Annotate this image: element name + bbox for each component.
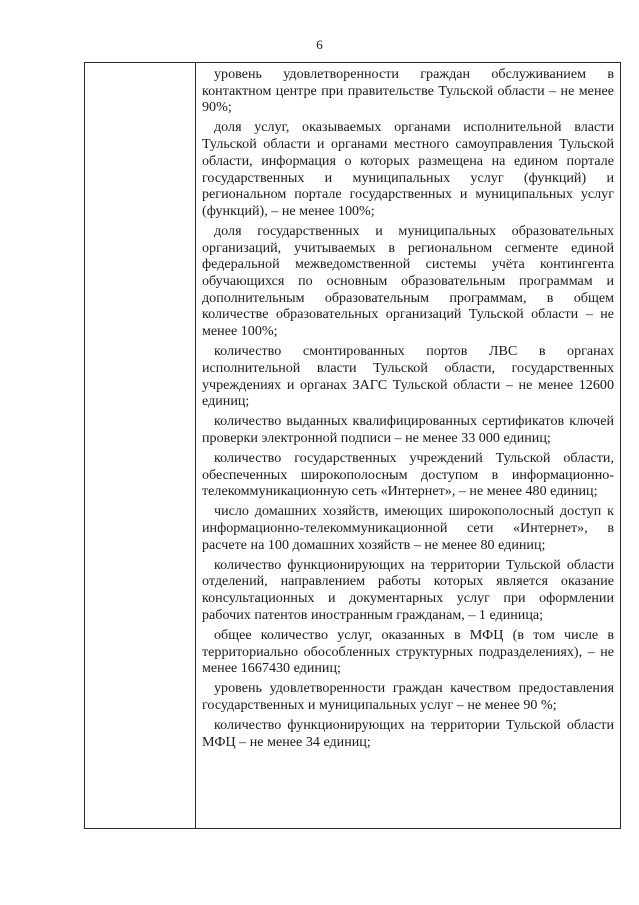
indicators-table	[84, 62, 621, 829]
indicator-paragraph: количество смонтированных портов ЛВС в органах исполнительной власти Тульской области, государственных учреждениях и органах ЗАГС Тульской области – не менее 12600 единиц;	[202, 343, 614, 410]
indicator-paragraph: число домашних хозяйств, имеющих широкополосный доступ к информационно-телекоммуникационной сети «Интернет», в расчете на 100 домашних хозяйств – не менее 80 единиц;	[202, 503, 614, 553]
table-right-cell	[202, 66, 614, 754]
indicator-paragraph: количество государственных учреждений Тульской области, обеспеченных широкополосным доступом в информационно-телекоммуникационную сеть «Интернет», – не менее 480 единиц;	[202, 449, 614, 500]
indicator-paragraph: доля услуг, оказываемых органами исполнительной власти Тульской области и органами местного самоуправления Тульской области, информация о которых размещена на едином портале государственных и муниципальных услуг (функций) и региональном портале государственных и муниципальных услуг (функций), – не менее 100%;	[202, 119, 614, 219]
page-number: 6	[316, 37, 323, 52]
indicator-paragraph: количество функционирующих на территории Тульской области МФЦ – не менее 34 единиц;	[202, 716, 614, 750]
indicator-paragraph: доля государственных и муниципальных образовательных организаций, учитываемых в региональном сегменте единой федеральной межведомственной системы учёта контингента обучающихся по основным образовательным программам и дополнительным образовательным программам, в общем количестве образовательных организаций Тульской области – не менее 100%;	[202, 222, 614, 340]
indicator-paragraph: количество функционирующих на территории Тульской области отделений, направлением работы которых является оказание консультационных и документарных услуг при оформлении рабочих патентов иностранным гражданам, – 1 единица;	[202, 556, 614, 623]
indicator-paragraph: общее количество услуг, оказанных в МФЦ (в том числе в территориально обособленных структурных подразделениях), – не менее 1667430 единиц;	[202, 626, 614, 677]
indicator-paragraph: уровень удовлетворенности граждан качеством предоставления государственных и муниципальных услуг – не менее 90 %;	[202, 680, 614, 713]
column-divider	[195, 63, 196, 828]
indicator-paragraph: уровень удовлетворенности граждан обслуживанием в контактном центре при правительстве Тульской области – не менее 90%;	[202, 66, 614, 116]
indicator-paragraph: количество выданных квалифицированных сертификатов ключей проверки электронной подписи – не менее 33 000 единиц;	[202, 413, 614, 446]
